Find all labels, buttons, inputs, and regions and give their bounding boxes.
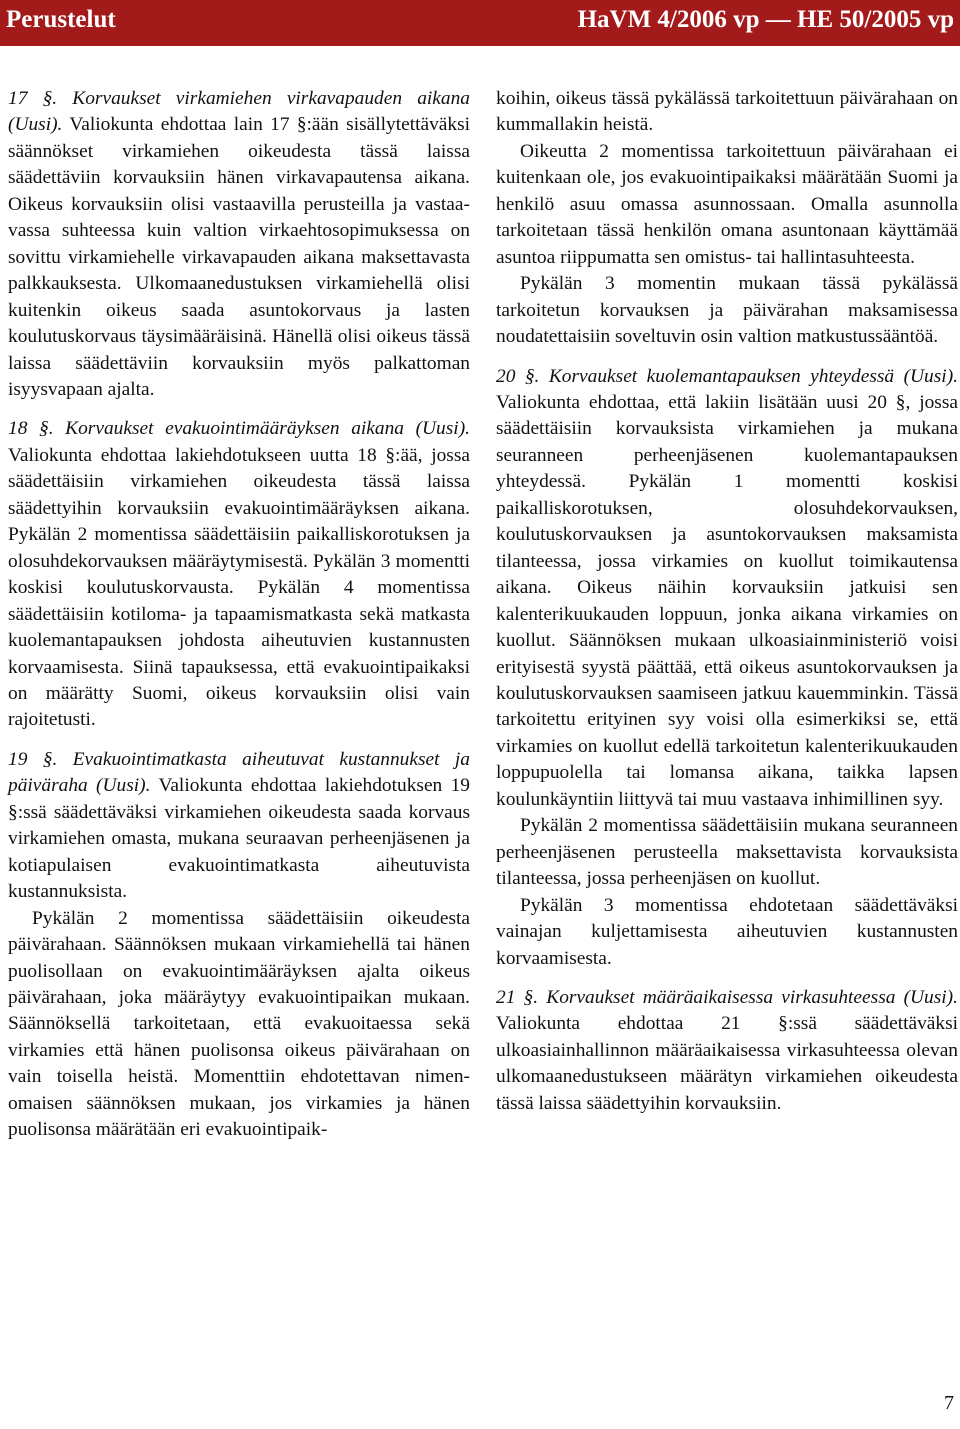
section-21-body: Valiokunta ehdottaa 21 §:ssä säädettäväksi ulkoasiainhallinnon määräaikaisessa virkasuhteessa olevan ulkomaanedustukseen määrätyn virkamiehen oikeudesta tässä laissa säädettyihin korvauksiin. bbox=[496, 1013, 958, 1114]
page-header bbox=[0, 0, 960, 46]
header-document-id: HaVM 4/2006 vp — HE 50/2005 vp bbox=[577, 6, 954, 33]
section-18-body: Valiokunta ehdottaa lakiehdotukseen uutta 18 §:ää, jossa säädettäisiin virkamiehen oikeudesta tässä laissa säädettyihin korvauksiin evakuointimääräyksen aikana. Pykälän 2 momentissa säädettäisiin paikalliskorotuksen ja olosuhdekorvauksen määräytymisestä. Pykälän 3 momentti koskisi koulutuskorvausta. Pykälän 4 momentissa säädettäisiin kotiloma- ja tapaamismatkasta sekä matkasta kuolemantapauksen johdosta aiheutuvien kustannusten korvaamisesta. Siinä tapauksessa, että evakuointipaikaksi on määrätty Suomi, oikeus korvauksiin olisi vain rajoitetusti. bbox=[8, 444, 470, 731]
left-column bbox=[8, 86, 470, 1144]
section-17-title: 17 §. Korvaukset virkamiehen virkavapauden aikana (Uusi). bbox=[8, 88, 470, 136]
section-20-body: Valiokunta ehdottaa, että lakiin lisätään uusi 20 §, jossa säädettäisiin korvauksista virkamiehen ja mukana seuranneen perheenjäsenen kuolemantapauksen yhteydessä. Pykälän 1 momentti koskisi paikalliskorotuksen, olosuhdekorvauksen, koulutuskorvauksen ja asuntokorvauksen maksamista tilanteessa, jossa virkamies on kuollut toimikautensa aikana. Oikeus näihin korvauksiin jatkuisi sen kalenterikuukauden loppuun, jonka aikana virkamies on kuollut. Säännöksen mukaan ulkoasiainministeriö voisi erityisestä syystä päättää, että oikeus asuntokorvauksen ja koulutuskorvauksen saamiseen jatkuu kauemminkin. Tässä tarkoitettu erityinen syy voisi olla esimerkiksi se, että virkamies on kuollut edellä tarkoitetun kalenterikuukauden loppupuolella tai lomansa aikana, taikka lapsen koulunkäyntiin liittyvä tai muu vastaava inhimillinen syy. bbox=[496, 391, 958, 810]
section-20-paragraph-2: Pykälän 2 momentissa säädettäisiin mukana seuranneen perheenjäsenen perusteella maksettavista korvauksista tilanteessa, jossa perheenjäsen on kuollut. bbox=[496, 815, 958, 890]
section-18-title: 18 §. Korvaukset evakuointimääräyksen aikana (Uusi). bbox=[8, 418, 470, 440]
section-17-body: Valiokunta ehdottaa lain 17 §:ään sisällytettäväksi säännökset virkamiehen oikeudesta tässä laissa säädettäviin korvauksiin hänen virkavapautensa aikana. Oikeus korvauksiin olisi vastaavilla perusteilla ja vastaavassa suhteessa kuin valtion virkaehtosopimuksessa on sovittu virkamiehelle virkavapauden aikana maksettavasta palkkauksesta. Ulkomaanedustuksen virkamiehellä olisi kuitenkin oikeus saada asuntokorvaus ja lasten koulutuskorvaus täysimääräisinä. Hänellä olisi oikeus tässä laissa säädettäviin korvauksiin myös palkattoman isyysvapaan ajalta. bbox=[8, 114, 471, 400]
section-19-continuation: koihin, oikeus tässä pykälässä tarkoitettuun päivärahaan on kummallakin heistä. bbox=[496, 88, 958, 136]
page-number: 7 bbox=[944, 1392, 954, 1414]
section-20 bbox=[496, 364, 958, 814]
section-20-title: 20 §. Korvaukset kuolemantapauksen yhteydessä (Uusi). bbox=[496, 365, 958, 387]
right-column bbox=[496, 86, 958, 1117]
section-19 bbox=[8, 747, 470, 906]
section-21-title: 21 §. Korvaukset määräaikaisessa virkasuhteessa (Uusi). bbox=[496, 986, 958, 1008]
section-19-paragraph-2: Pykälän 2 momentissa säädettäisiin oikeudesta päivärahaan. Säännöksen mukaan virkamiehellä tai hänen puolisollaan on evakuointimääräyksen ajalta oikeus päivärahaan, joka määräytyy evakuointipaikan mukaan. Säännöksellä tarkoitetaan, että evakuoitaessa sekä virkamies että hänen puolisonsa oikeus päivärahaan on vain toisella heistä. Momenttiin ehdotettavan nimenomaisen säännöksen mukaan, jos virkamies ja hänen puolisonsa määrätään eri evakuointipaik- bbox=[8, 907, 470, 1141]
section-21 bbox=[496, 985, 958, 1117]
section-19-paragraph-3: Oikeutta 2 momentissa tarkoitettuun päivärahaan ei kuitenkaan ole, jos evakuointipaikaksi määrätään Suomi ja henkilö asuu omassa asunnossaan. Omalla asunnolla tarkoitetaan tässä henkilön omana asuntonaan käyttämää asuntoa riippumatta sen omistus- tai hallintasuhteesta. bbox=[496, 140, 958, 268]
section-18 bbox=[8, 416, 470, 733]
header-section-title: Perustelut bbox=[6, 6, 116, 33]
section-19-body: Valiokunta ehdottaa lakiehdotuksen 19 §:ssä säädettäväksi virkamiehen oikeudesta saada korvaus virkamiehen omasta, mukana seuraavan perheenjäsenen ja kotiapulaisen evakuointimatkasta aiheutuvista kustannuksista. bbox=[8, 775, 470, 903]
section-19-paragraph-4: Pykälän 3 momentin mukaan tässä pykälässä tarkoitetun korvauksen ja päivärahan maksamisessa noudatettaisiin soveltuvin osin valtion matkustussääntöä. bbox=[496, 273, 958, 348]
section-19-title: 19 §. Evakuointimatkasta aiheutuvat kustannukset ja päiväraha (Uusi). bbox=[8, 748, 470, 797]
section-20-paragraph-3: Pykälän 3 momentissa ehdotetaan säädettäväksi vainajan kuljettamisesta aiheutuvien kustannusten korvaamisesta. bbox=[496, 894, 958, 969]
section-17 bbox=[8, 86, 470, 403]
